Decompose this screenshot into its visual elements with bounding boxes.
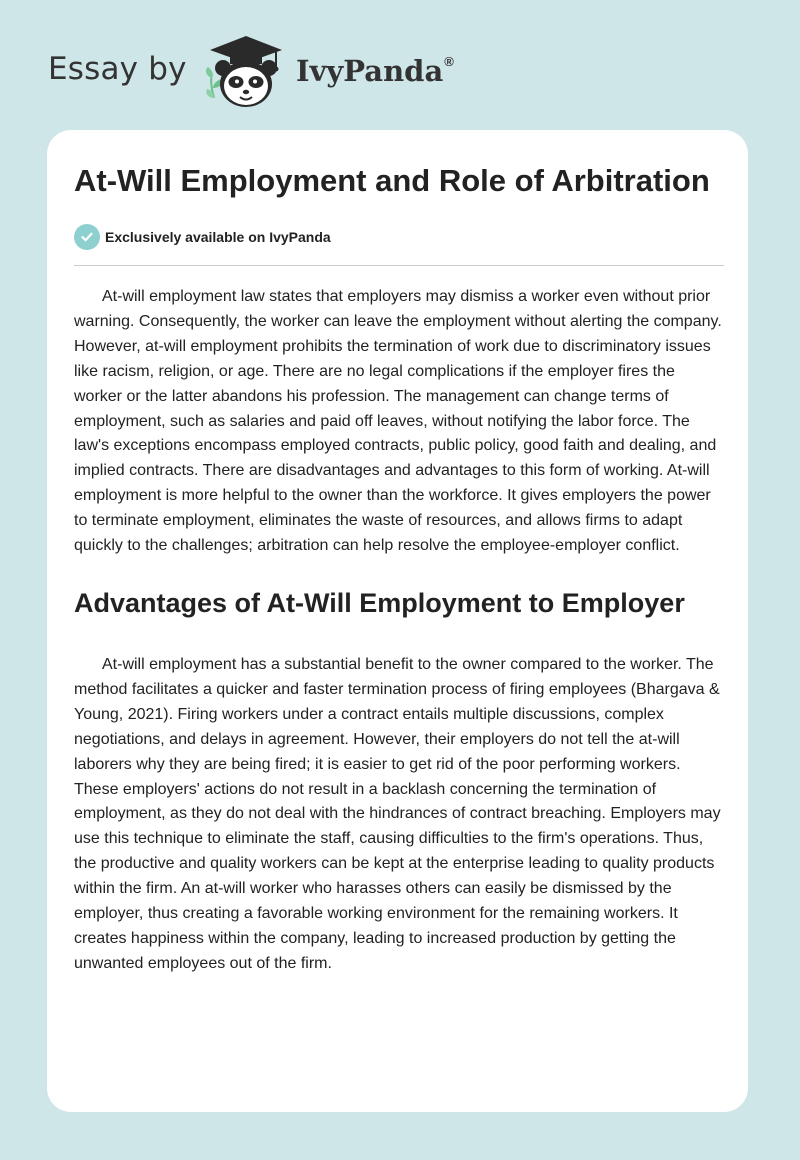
section-heading: Advantages of At-Will Employment to Employer [74,587,685,618]
exclusive-badge-text: Exclusively available on IvyPanda [105,229,331,245]
site-header [48,34,508,110]
checkmark-icon [74,224,100,250]
essay-content [74,160,724,977]
registered-mark: ® [444,54,454,70]
panda-graduate-logo-icon[interactable] [202,34,290,110]
body-paragraph: At-will employment has a substantial benefit to the owner compared to the worker. The method facilitates a quicker and faster termination process of firing employees (Bhargava & Young, 2021). Firing workers under a contract entails multiple discussions, complex negotiations, and delays in agreement. However, their employers do not tell the at-will laborers why they are being fired; it is easier to get rid of the poor performing workers. These employers' actions do not result in a backlash concerning the termination of employment, as they do not deal with the hindrances of contract breaching. Employers may use this technique to eliminate the staff, causing difficulties to the firm's operations. Thus, the productive and quality workers can be kept at the enterprise leading to quality products within the firm. An at-will worker who harasses others can easily be dismissed by the employer, thus creating a favorable working environment for the remaining workers. It creates happiness within the company, leading to increased production by getting the unwanted employees out of the firm. [74,655,721,972]
brand-name[interactable] [296,54,454,88]
divider [74,265,724,266]
intro-paragraph: At-will employment law states that employers may dismiss a worker even without prior warning. Consequently, the worker can leave the employment without alerting the company. However, at-will employment prohibits the termination of work due to discriminatory issues like racism, religion, or age. There are no legal complications if the employer fires the worker or the latter abandons his profession. The management can change terms of employment, such as salaries and paid off leaves, without notifying the labor force. The law's exceptions encompass employed contracts, public policy, good faith and dealing, and implied contracts. There are disadvantages and advantages to this form of working. At-will employment is more helpful to the owner than the workforce. It gives employers the power to terminate employment, eliminates the waste of resources, and allows firms to adapt quickly to the challenges; arbitration can help resolve the employee-employer conflict. [74,288,722,555]
brand-name-text: IvyPanda [296,54,444,88]
essay-title: At-Will Employment and Role of Arbitration [74,163,710,198]
essay-by-label: Essay by [48,51,187,87]
essay-card [47,130,748,1112]
exclusive-badge [74,223,724,251]
